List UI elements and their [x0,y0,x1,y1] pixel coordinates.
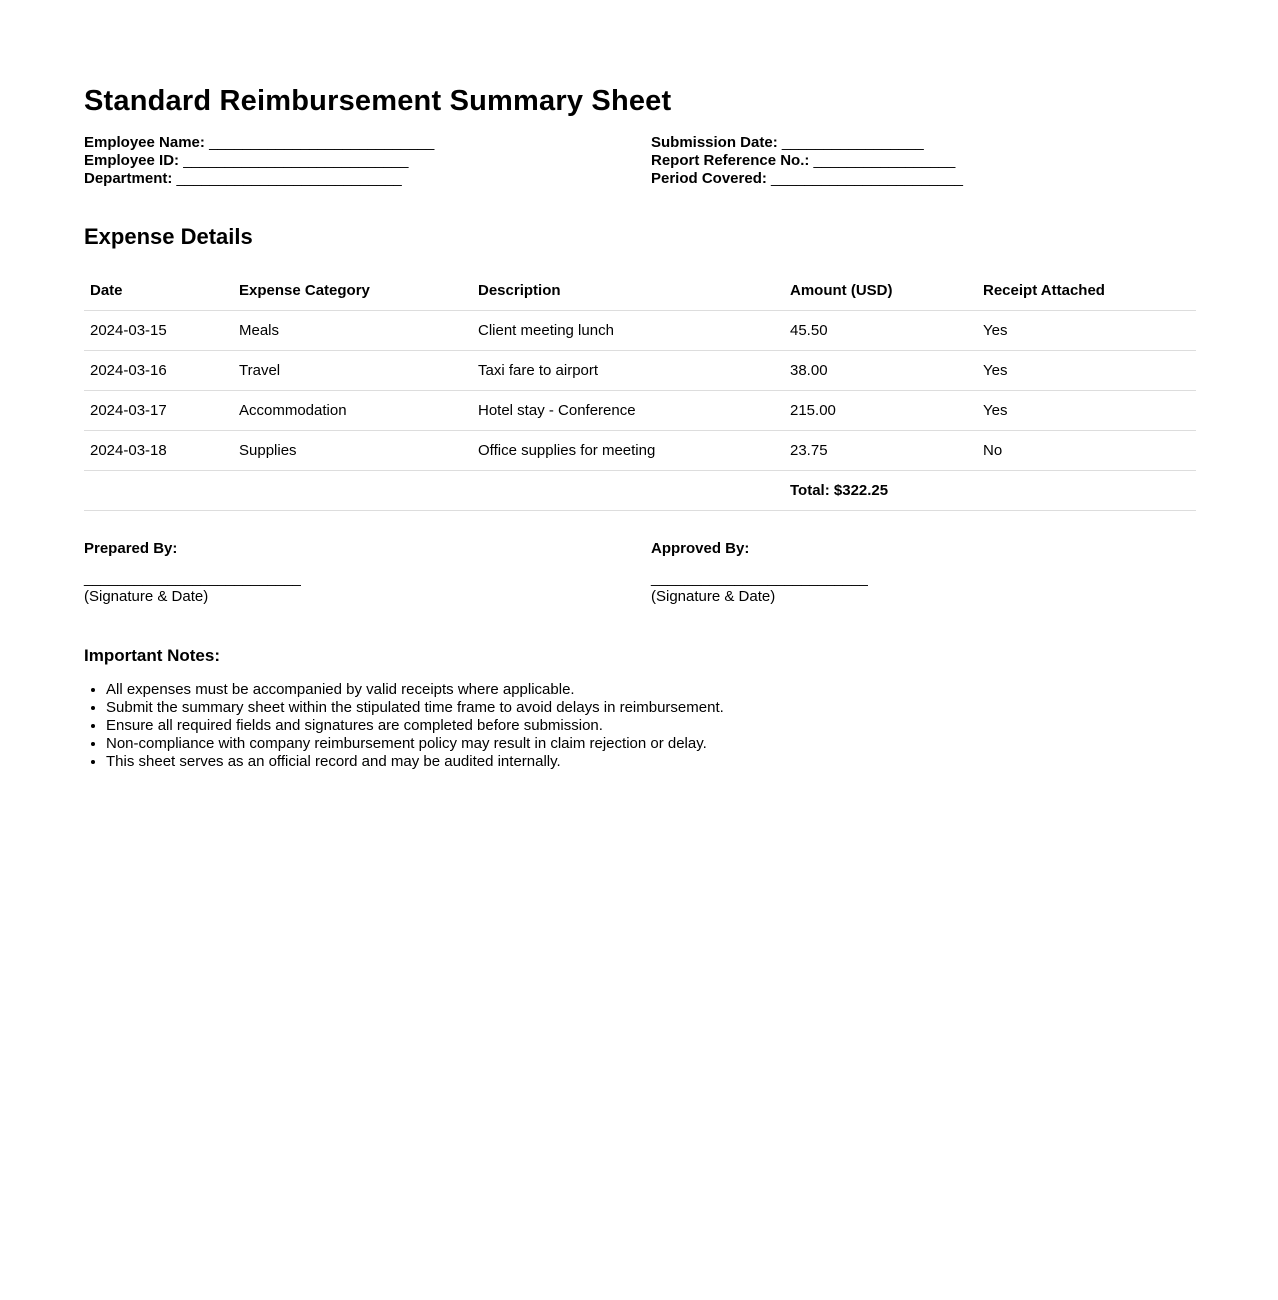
employee-id-label: Employee ID: [84,152,180,169]
list-item: • Non-compliance with company reimbursement policy may result in claim rejection or delay. [106,735,1196,753]
table-row [84,431,1196,471]
employee-name-field [84,134,651,152]
cell-amount: 45.50 [784,311,977,351]
expense-details-heading: Expense Details [84,224,253,249]
employee-name-label: Employee Name: [84,134,205,151]
cell-amount: 38.00 [784,351,977,391]
list-item: • This sheet serves as an official record and may be audited internally. [106,753,1196,771]
report-reference-blank-line: _________________ [813,152,956,169]
cell-receipt: Yes [977,351,1196,391]
cell-category: Accommodation [233,391,472,431]
column-header-date: Date [84,271,233,311]
employee-id-field [84,152,651,170]
expense-table-header-row [84,271,1196,311]
approved-by-label: Approved By: [651,540,750,557]
column-header-amount: Amount (USD) [784,271,977,311]
cell-date: 2024-03-16 [84,351,233,391]
cell-category: Supplies [233,431,472,471]
empty-cell [472,471,784,511]
submission-date-blank-line: _________________ [781,134,924,151]
department-blank-line: ___________________________ [176,170,402,187]
list-item: • All expenses must be accompanied by valid receipts where applicable. [106,681,1196,699]
period-covered-blank-line: _______________________ [771,170,963,187]
header-info-left [84,134,651,188]
list-item: • Ensure all required fields and signatures are completed before submission. [106,717,1196,735]
table-total-row [84,471,1196,511]
header-info [84,134,1196,188]
empty-cell [233,471,472,511]
empty-cell [977,471,1196,511]
important-notes-heading: Important Notes: [84,646,220,665]
table-row [84,311,1196,351]
cell-date: 2024-03-15 [84,311,233,351]
prepared-by-signature-line: __________________________ [84,570,301,587]
important-notes-list [84,681,1196,771]
table-row [84,391,1196,431]
list-item: • Submit the summary sheet within the stipulated time frame to avoid delays in reimbursement. [106,699,1196,717]
total-amount: Total: $322.25 [784,471,977,511]
period-covered-label: Period Covered: [651,170,767,187]
column-header-category: Expense Category [233,271,472,311]
cell-receipt: No [977,431,1196,471]
cell-date: 2024-03-18 [84,431,233,471]
cell-category: Meals [233,311,472,351]
cell-receipt: Yes [977,311,1196,351]
cell-amount: 23.75 [784,431,977,471]
cell-amount: 215.00 [784,391,977,431]
column-header-description: Description [472,271,784,311]
page-title: Standard Reimbursement Summary Sheet [84,85,672,117]
empty-cell [84,471,233,511]
submission-date-field [651,134,1196,152]
expense-table [84,271,1196,511]
department-label: Department: [84,170,173,187]
cell-description: Taxi fare to airport [472,351,784,391]
cell-description: Office supplies for meeting [472,431,784,471]
prepared-by-caption: (Signature & Date) [84,588,209,605]
cell-description: Client meeting lunch [472,311,784,351]
cell-date: 2024-03-17 [84,391,233,431]
period-covered-field [651,170,1196,188]
employee-id-blank-line: ___________________________ [183,152,409,169]
cell-category: Travel [233,351,472,391]
prepared-by-label: Prepared By: [84,540,178,557]
employee-name-blank-line: ___________________________ [209,134,435,151]
approved-by-block [651,540,1196,606]
cell-description: Hotel stay - Conference [472,391,784,431]
table-row [84,351,1196,391]
submission-date-label: Submission Date: [651,134,778,151]
report-reference-field [651,152,1196,170]
header-info-right [651,134,1196,188]
approved-by-signature-line: __________________________ [651,570,868,587]
department-field [84,170,651,188]
signatures-section [84,540,1196,606]
column-header-receipt: Receipt Attached [977,271,1196,311]
approved-by-caption: (Signature & Date) [651,588,776,605]
prepared-by-block [84,540,651,606]
report-reference-label: Report Reference No.: [651,152,810,169]
cell-receipt: Yes [977,391,1196,431]
